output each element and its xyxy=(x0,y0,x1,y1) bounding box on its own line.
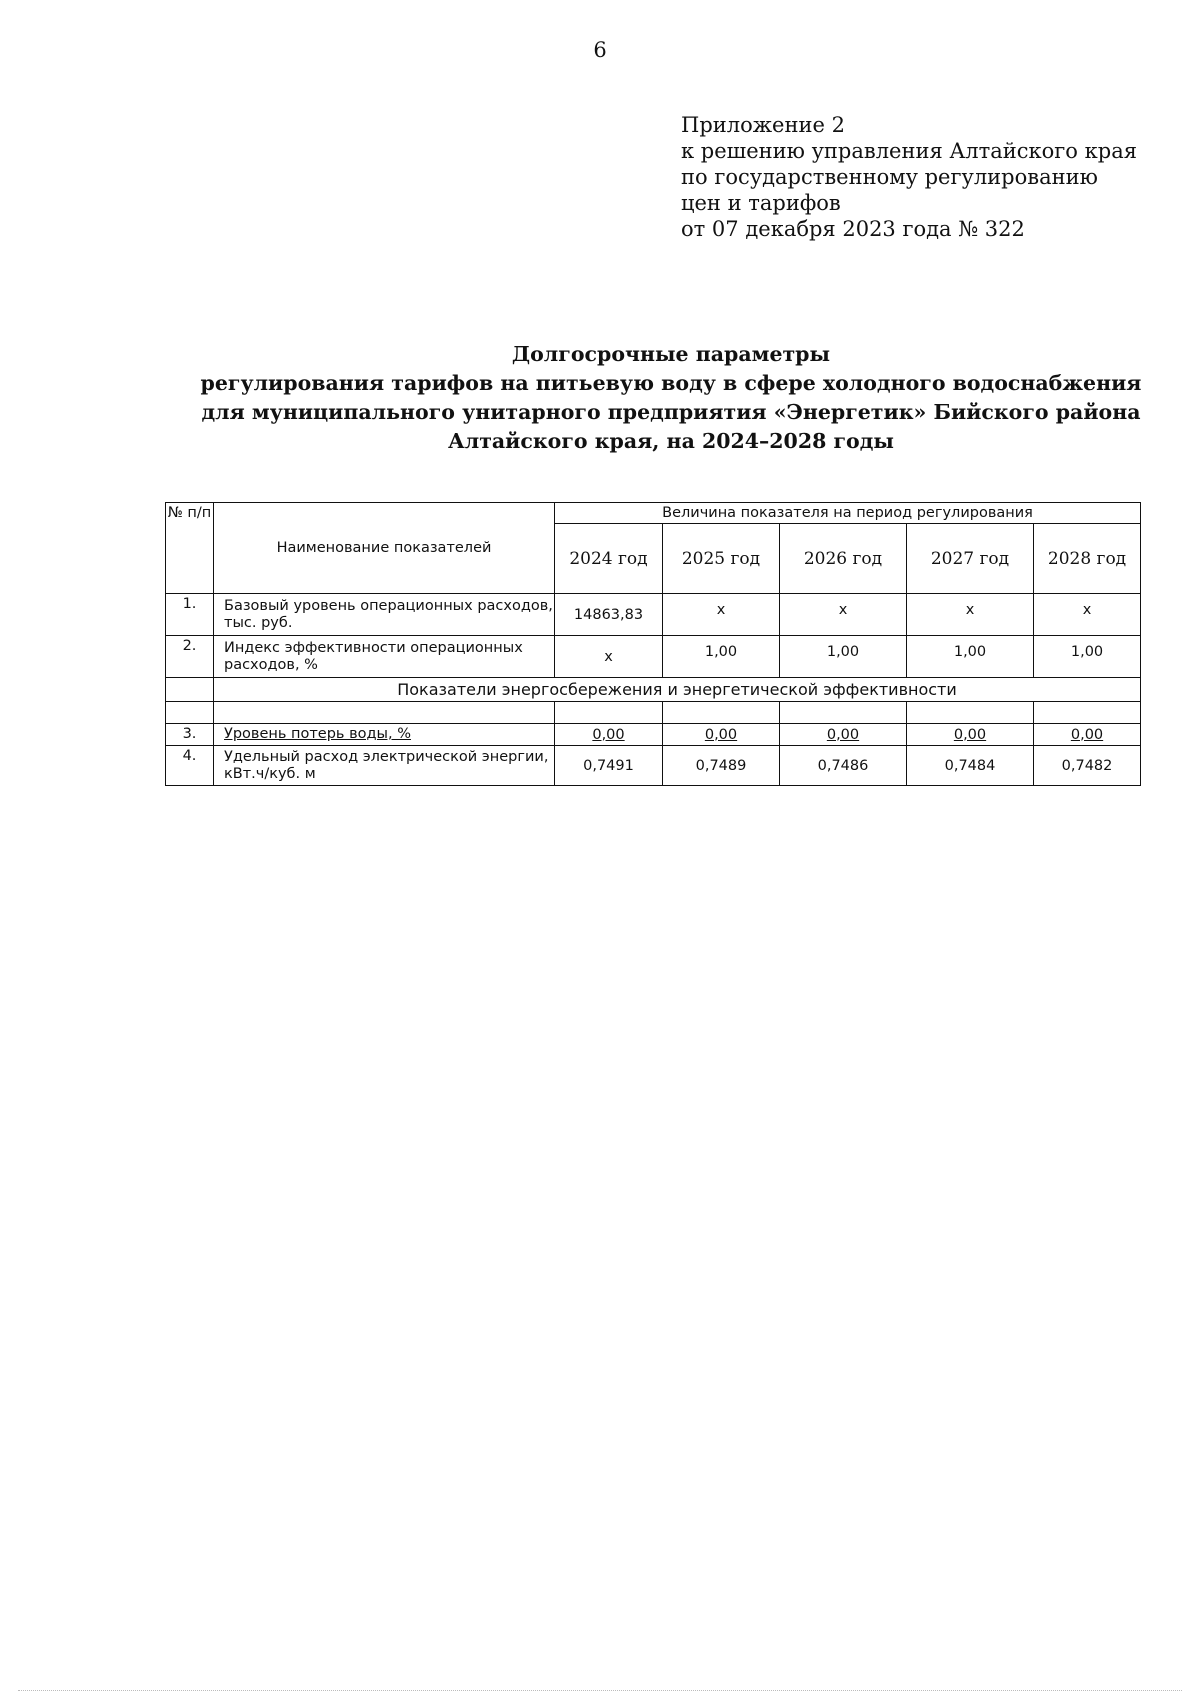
appendix-line: цен и тарифов xyxy=(681,191,841,215)
row-value: х xyxy=(1034,594,1141,636)
empty-cell xyxy=(780,702,907,724)
appendix-line: от 07 декабря 2023 года № 322 xyxy=(681,217,1025,241)
scan-bottom-edge xyxy=(18,1690,1182,1691)
row-name: Удельный расход электрической энергии, кВт.ч/куб. м xyxy=(214,746,555,786)
row-num: 3. xyxy=(166,724,214,746)
empty-cell xyxy=(166,702,214,724)
row-name: Уровень потерь воды, % xyxy=(214,724,555,746)
table-row xyxy=(166,724,1141,746)
header-year: 2025 год xyxy=(663,524,780,594)
row-value: х xyxy=(907,594,1034,636)
table-row xyxy=(166,746,1141,786)
section-row xyxy=(166,678,1141,702)
row-value: 1,00 xyxy=(780,636,907,678)
parameters-table xyxy=(165,502,1141,786)
header-year: 2026 год xyxy=(780,524,907,594)
row-value: 0,7482 xyxy=(1034,746,1141,786)
page-number: 6 xyxy=(593,38,607,62)
empty-row xyxy=(166,702,1141,724)
row-num: 2. xyxy=(166,636,214,678)
header-year: 2028 год xyxy=(1034,524,1141,594)
table-header-row xyxy=(166,503,1141,524)
appendix-line: Приложение 2 xyxy=(681,113,845,137)
header-year: 2024 год xyxy=(555,524,663,594)
title-line: регулирования тарифов на питьевую воду в сфере холодного водоснабжения xyxy=(200,371,1142,395)
empty-cell xyxy=(555,702,663,724)
title-line: для муниципального унитарного предприятия «Энергетик» Бийского района xyxy=(201,400,1141,424)
row-value: х xyxy=(663,594,780,636)
appendix-line: к решению управления Алтайского края xyxy=(681,139,1137,163)
row-value: 0,7484 xyxy=(907,746,1034,786)
row-value: 0,7489 xyxy=(663,746,780,786)
row-value: 0,7486 xyxy=(780,746,907,786)
appendix-line: по государственному регулированию xyxy=(681,165,1098,189)
row-value: 0,00 xyxy=(780,724,907,746)
table-row xyxy=(166,594,1141,636)
table-row xyxy=(166,636,1141,678)
header-period: Величина показателя на период регулирования xyxy=(555,503,1141,524)
title-line: Долгосрочные параметры xyxy=(511,342,831,366)
row-value: 1,00 xyxy=(663,636,780,678)
row-num: 1. xyxy=(166,594,214,636)
header-year: 2027 год xyxy=(907,524,1034,594)
row-name: Базовый уровень операционных расходов, тыс. руб. xyxy=(214,594,555,636)
row-value: 0,00 xyxy=(907,724,1034,746)
row-value: 0,00 xyxy=(663,724,780,746)
row-num: 4. xyxy=(166,746,214,786)
row-value: х xyxy=(555,636,663,678)
row-value: 14863,83 xyxy=(555,594,663,636)
row-value: 0,00 xyxy=(555,724,663,746)
header-name: Наименование показателей xyxy=(214,503,555,594)
empty-cell xyxy=(663,702,780,724)
section-num-cell xyxy=(166,678,214,702)
section-label: Показатели энергосбережения и энергетической эффективности xyxy=(214,678,1141,702)
row-name: Индекс эффективности операционных расходов, % xyxy=(214,636,555,678)
empty-cell xyxy=(214,702,555,724)
title-line: Алтайского края, на 2024–2028 годы xyxy=(448,429,894,453)
row-value: 0,00 xyxy=(1034,724,1141,746)
empty-cell xyxy=(907,702,1034,724)
document-title xyxy=(0,340,1200,456)
empty-cell xyxy=(1034,702,1141,724)
appendix-block xyxy=(681,112,1137,242)
row-value: 0,7491 xyxy=(555,746,663,786)
row-value: х xyxy=(780,594,907,636)
row-value: 1,00 xyxy=(907,636,1034,678)
header-num: № п/п xyxy=(166,503,214,594)
row-value: 1,00 xyxy=(1034,636,1141,678)
